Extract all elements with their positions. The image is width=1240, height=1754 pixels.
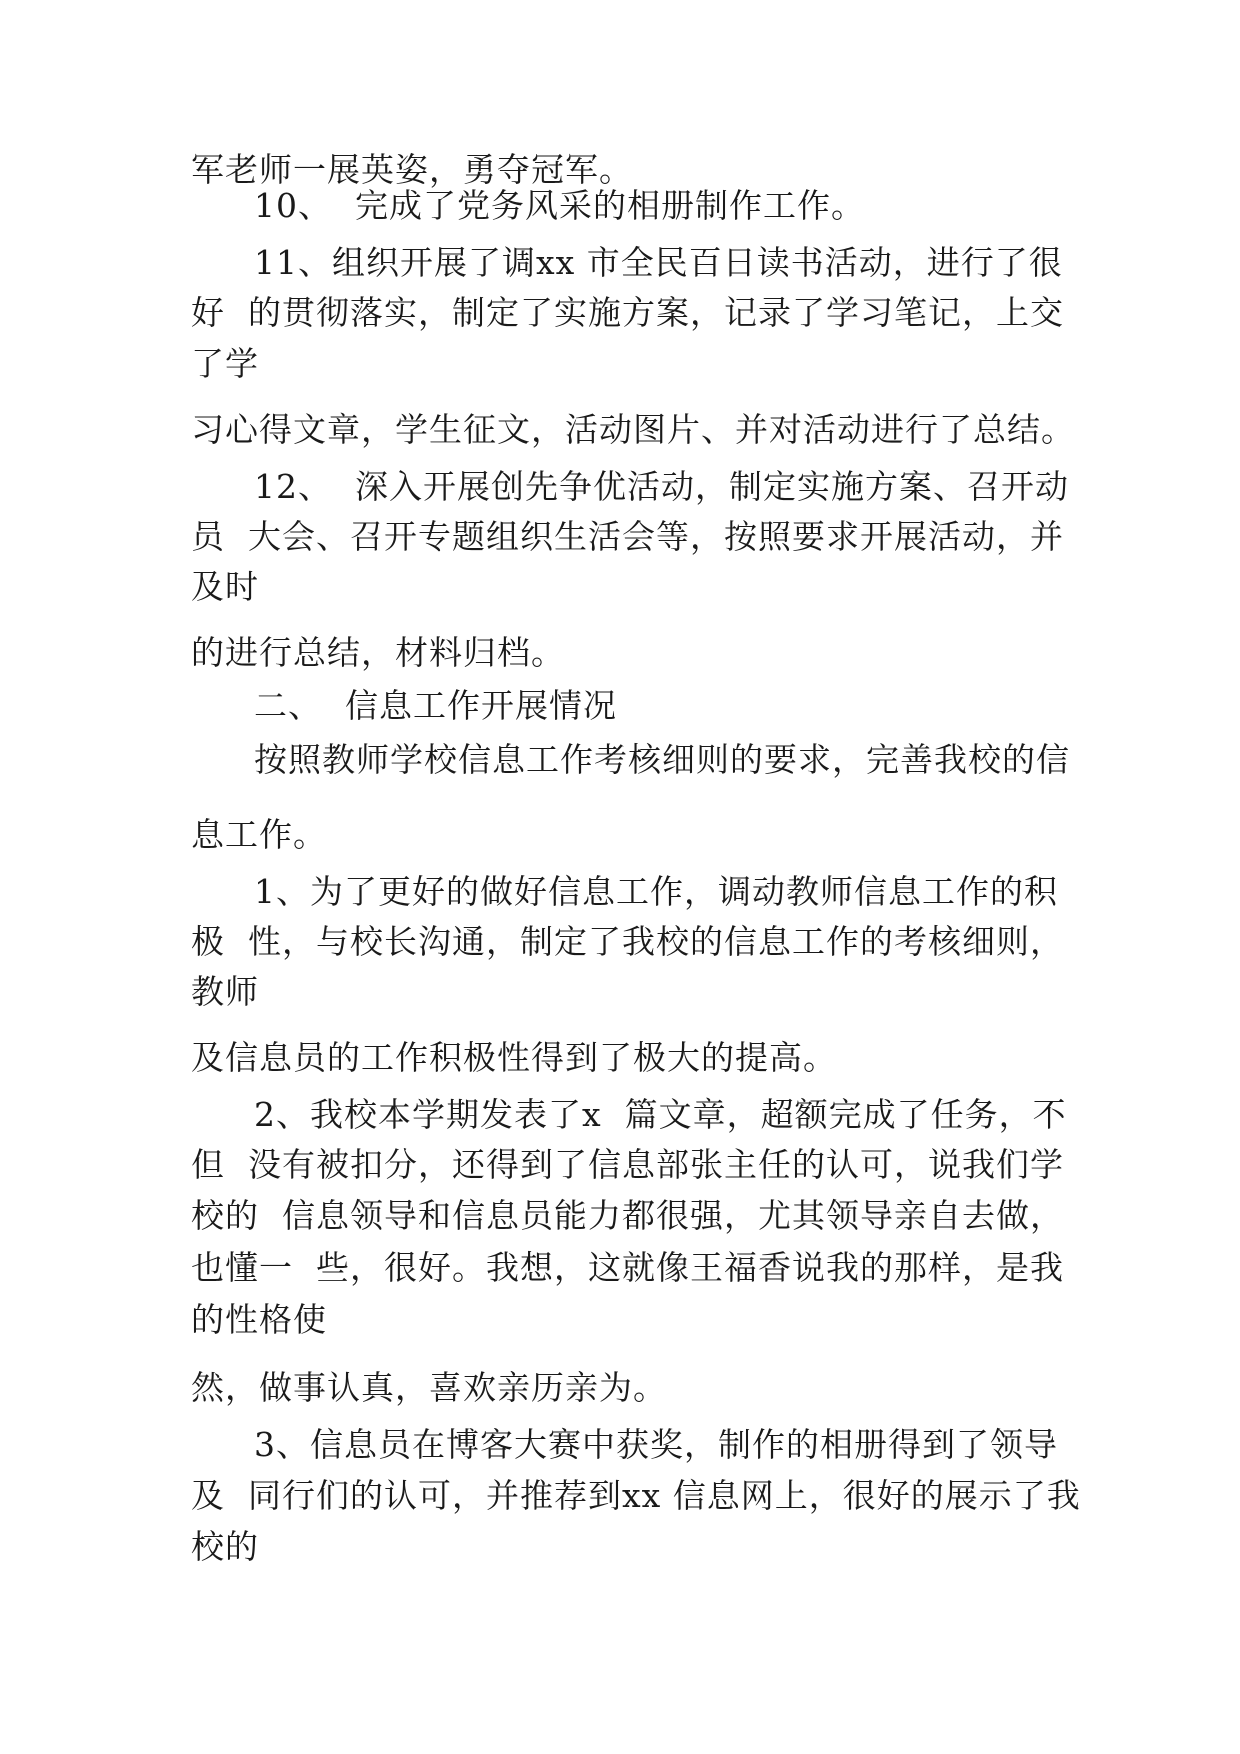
text-line: 按照教师学校信息工作考核细则的要求，完善我校的信: [254, 740, 1070, 779]
text-line: 习心得文章，学生征文，活动图片、并对活动进行了总结。: [191, 410, 1075, 449]
text-line: 及信息员的工作积极性得到了极大的提高。: [191, 1038, 837, 1077]
list-item-12: 12、 深入开展创先争优活动，制定实施方案、召开动: [254, 467, 1069, 506]
list-item-11: 11、组织开展了调xx 市全民百日读书活动，进行了很: [254, 243, 1063, 282]
text-line: 然，做事认真，喜欢亲历亲为。: [191, 1368, 667, 1407]
text-line: 校的 信息领导和信息员能力都很强，尤其领导亲自去做，: [191, 1196, 1064, 1235]
text-line: 好 的贯彻落实，制定了实施方案，记录了学习笔记，上交: [191, 293, 1064, 332]
text-line: 也懂一 些，很好。我想，这就像王福香说我的那样，是我: [191, 1248, 1064, 1287]
text-line: 校的: [191, 1527, 259, 1566]
text-line: 教师: [191, 972, 259, 1011]
text-line: 军老师一展英姿，勇夺冠军。: [191, 150, 633, 189]
text-line: 的性格使: [191, 1300, 327, 1339]
text-line: 但 没有被扣分，还得到了信息部张主任的认可，说我们学: [191, 1145, 1064, 1184]
text-line: 及时: [191, 567, 259, 606]
text-line: 的进行总结，材料归档。: [191, 633, 565, 672]
text-line: 员 大会、召开专题组织生活会等，按照要求开展活动，并: [191, 517, 1064, 556]
text-line: 息工作。: [191, 815, 327, 854]
section-heading: 二、 信息工作开展情况: [254, 686, 617, 725]
list-item-3: 3、信息员在博客大赛中获奖，制作的相册得到了领导: [254, 1425, 1058, 1464]
text-line: 极 性，与校长沟通，制定了我校的信息工作的考核细则，: [191, 922, 1064, 961]
text-line: 及 同行们的认可，并推荐到xx 信息网上，很好的展示了我: [191, 1476, 1081, 1515]
list-item-10: 10、 完成了党务风采的相册制作工作。: [254, 186, 865, 225]
list-item-2: 2、我校本学期发表了x 篇文章，超额完成了任务，不: [254, 1095, 1067, 1134]
list-item-1: 1、为了更好的做好信息工作，调动教师信息工作的积: [254, 872, 1058, 911]
text-line: 了学: [191, 344, 259, 383]
